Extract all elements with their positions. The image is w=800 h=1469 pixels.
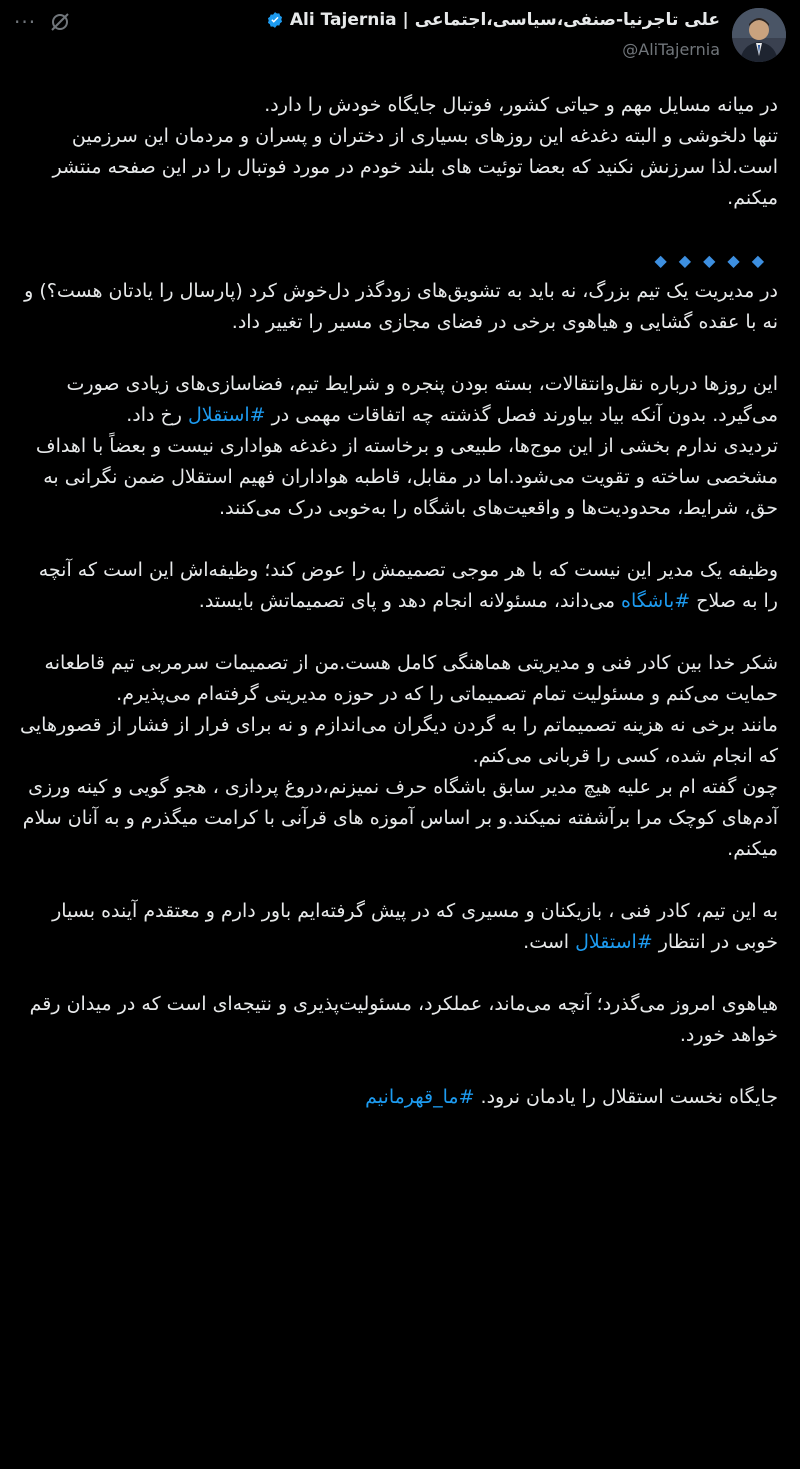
avatar[interactable] (732, 8, 786, 62)
tweet-paragraph-6: شکر خدا بین کادر فنی و مدیریتی هماهنگی کامل هست.من از تصمیمات سرمربی تیم قاطعانه حمایت می‌کنم و مسئولیت تمام تصمیماتی را که در حوزه مدیریتی گرفته‌ام می‌پذیرم. (44, 652, 778, 705)
text-segment: این روزها درباره نقل‌وانتقالات، بسته بودن پنجره و شرایط تیم، فضاسازی‌های زیادی صورت می‌گیرد. بدون آنکه بیاد بیاورند فصل گذشته چه اتفاقات مهمی در (66, 373, 778, 426)
display-name: Ali Tajernia | علی تاجرنیا-صنفی،سیاسی،اجتماعی (289, 10, 720, 30)
hashtag-link[interactable]: #استقلال (575, 931, 653, 953)
tweet-text (20, 90, 778, 1113)
tweet-paragraph-7: مانند برخی نه هزینه تصمیماتم را به گردن دیگران می‌اندازم و نه برای فرار از فشار از قصورهایی که انجام شده، کسی را قربانی می‌کنم. (20, 714, 778, 767)
tweet-paragraph-8: چون گفته ام بر علیه هیچ مدیر سابق باشگاه حرف نمیزنم،دروغ پردازی ، هجو گویی و کینه ورزی آدم‌های کوچک مرا برآشفته نمیکند.و بر اساس آموزه های قرآنی با کرامت میگذرم و به آنان سلام میکنم. (22, 776, 778, 860)
tweet-paragraph-1: در میانه مسایل مهم و حیاتی کشور، فوتبال جایگاه خودش را دارد. تنها دلخوشی و البته دغدغه این روزهای بسیاری از دختران و پسران و مردمان این سرزمین است.لذا سرزنش نکنید که بعضا توئیت های بلند خودم در مورد فوتبال را در این صفحه منتشر میکنم. (52, 94, 778, 209)
text-segment: وظیفه یک مدیر این نیست که با هر موجی تصمیمش را عوض کند؛ وظیفه‌اش این است که آنچه را به صلاح (38, 559, 778, 612)
text-segment: می‌داند، مسئولانه انجام دهد و پای تصمیماتش بایستد. (198, 590, 622, 612)
tweet-paragraph-2: در مدیریت یک تیم بزرگ، نه باید به تشویق‌های زودگذر دل‌خوش کرد (پارسال را یادتان هست؟) و نه با عقده گشایی و هیاهوی برخی در فضای مجازی مسیر را تغییر داد. (24, 280, 778, 333)
tweet-paragraph-9 (20, 896, 778, 958)
hashtag-link[interactable]: #ما_قهرمانیم (365, 1086, 475, 1108)
tweet-paragraph-10: هیاهوی امروز می‌گذرد؛ آنچه می‌ماند، عملکرد، مسئولیت‌پذیری و نتیجه‌ای است که در میدان رقم خواهد خورد. (29, 993, 778, 1046)
tweet-paragraph-11 (20, 1082, 778, 1113)
tweet-paragraph-3 (20, 369, 778, 431)
text-segment: جایگاه نخست استقلال را یادمان نرود. (474, 1086, 778, 1108)
text-segment: به این تیم، کادر فنی ، بازیکنان و مسیری که در پیش گرفته‌ایم باور دارم و معتقدم آینده بسیار خوبی در انتظار (52, 900, 778, 953)
hashtag-link[interactable]: #استقلال (187, 404, 266, 426)
text-segment: است. (523, 931, 576, 953)
hashtag-link[interactable]: #باشگاه (621, 590, 691, 612)
tweet-actions-top (14, 10, 72, 34)
verified-badge-icon (266, 11, 284, 29)
tweet-header (0, 6, 800, 68)
display-name-row[interactable] (266, 10, 720, 30)
diamond-separator: ◆◆◆◆◆ (654, 251, 776, 270)
tweet-paragraph-4: تردیدی ندارم بخشی از این موج‌ها، طبیعی و برخاسته از دغدغه هواداری نیست و بعضاً با اهداف مشخصی ساخته و تقویت می‌شود.اما در مقابل، قاطبه هواداران فهیم استقلال ضمن نگرانی به حق، شرایط، محدودیت‌ها و واقعیت‌های باشگاه را به‌خوبی درک می‌کنند. (35, 435, 778, 519)
user-handle[interactable]: @AliTajernia (622, 40, 720, 59)
grok-icon[interactable] (48, 10, 72, 34)
more-icon[interactable]: ··· (14, 10, 37, 34)
tweet-paragraph-5 (20, 555, 778, 617)
text-segment: رخ داد. (126, 404, 188, 426)
